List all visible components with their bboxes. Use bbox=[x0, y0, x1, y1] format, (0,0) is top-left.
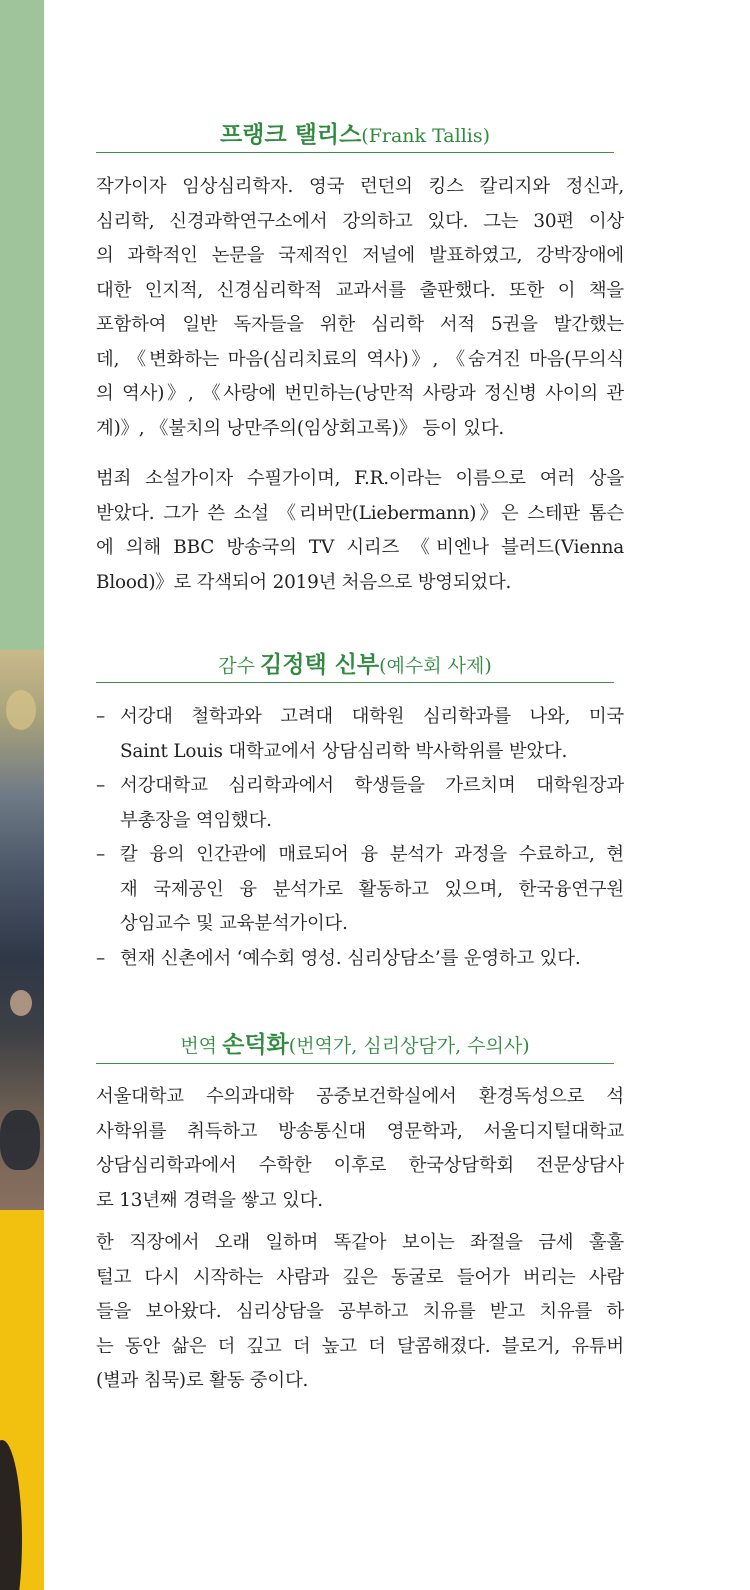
text-line: 데, 《변화하는 마음(심리치료의 역사)》, 《숨겨진 마음(무의식 bbox=[96, 348, 624, 370]
text-line: 대한 인지적, 신경심리학적 교과서를 출판했다. 또한 이 책을 bbox=[96, 279, 624, 301]
supervisor-affiliation: (예수회 사제) bbox=[379, 655, 492, 677]
text-line: 부총장을 역임했다. bbox=[120, 809, 272, 831]
text-line: 들을 보아왔다. 심리상담을 공부하고 치유를 받고 치유를 하 bbox=[96, 1301, 624, 1322]
translator-name: 손덕화 bbox=[222, 1031, 289, 1058]
text-line: 작가이자 임상심리학자. 영국 런던의 킹스 칼리지와 정신과, bbox=[96, 176, 624, 197]
cover-edge-strip bbox=[0, 0, 44, 1590]
translator-affiliation: (번역가, 심리상담가, 수의사) bbox=[288, 1035, 530, 1057]
supervisor-divider bbox=[96, 682, 614, 683]
translator-role: 번역 bbox=[180, 1035, 218, 1057]
cover-painting-band bbox=[0, 650, 44, 1210]
supervisor-heading bbox=[96, 646, 614, 679]
supervisor-role: 감수 bbox=[218, 655, 255, 677]
text-line: 의 과학적인 논문을 국제적인 저널에 발표하였고, 강박장애에 bbox=[96, 245, 624, 266]
translator-heading bbox=[96, 1026, 614, 1059]
text-line: Saint Louis 대학교에서 상담심리학 박사학위를 받았다. bbox=[120, 740, 568, 762]
dash-marker: – bbox=[96, 947, 105, 969]
list-item bbox=[96, 700, 624, 769]
author-divider bbox=[96, 152, 614, 153]
cover-green-band bbox=[0, 0, 44, 650]
cover-yellow-band bbox=[0, 1210, 44, 1590]
author-heading bbox=[96, 116, 614, 149]
list-item bbox=[96, 942, 624, 977]
text-line: 포함하여 일반 독자들을 위한 심리학 서적 5권을 발간했는 bbox=[96, 314, 624, 335]
supervisor-career-list bbox=[96, 700, 624, 976]
list-item bbox=[96, 838, 624, 942]
supervisor-name: 김정택 신부 bbox=[260, 651, 380, 678]
translator-divider bbox=[96, 1063, 614, 1064]
text-line: 에 의해 BBC 방송국의 TV 시리즈 《비엔나 블러드(Vienna bbox=[96, 537, 624, 558]
text-line: 심리학, 신경과학연구소에서 강의하고 있다. 그는 30편 이상 bbox=[96, 210, 624, 232]
text-line: 서울대학교 수의과대학 공중보건학실에서 환경독성으로 석 bbox=[96, 1086, 624, 1107]
text-line: 계)》, 《불치의 낭만주의(임상회고록)》 등이 있다. bbox=[96, 417, 504, 439]
text-line: 상임교수 및 교육분석가이다. bbox=[120, 913, 348, 934]
dash-marker: – bbox=[96, 844, 105, 865]
author-name: 프랭크 탤리스 bbox=[219, 121, 362, 148]
text-line: 상담심리학과에서 수학한 이후로 한국상담학회 전문상담사 bbox=[96, 1155, 624, 1176]
text-line: 받았다. 그가 쓴 소설 《리버만(Liebermann)》은 스테판 톰슨 bbox=[96, 502, 624, 524]
text-line: 로 13년째 경력을 쌓고 있다. bbox=[96, 1189, 323, 1211]
text-line: 는 동안 삶은 더 깊고 더 높고 더 달콤해졌다. 블로거, 유튜버 bbox=[96, 1335, 624, 1357]
author-name-en: (Frank Tallis) bbox=[361, 125, 491, 147]
text-line: 칼 융의 인간관에 매료되어 융 분석가 과정을 수료하고, 현 bbox=[120, 844, 624, 865]
text-line: 한 직장에서 오래 일하며 똑같아 보이는 좌절을 금세 훌훌 bbox=[96, 1232, 624, 1253]
text-line: 털고 다시 시작하는 사람과 깊은 동굴로 들어가 버리는 사람 bbox=[96, 1266, 624, 1288]
author-bio-paragraph-1 bbox=[96, 170, 624, 446]
text-line: 의 역사)》, 《사랑에 번민하는(낭만적 사랑과 정신병 사이의 관 bbox=[96, 383, 624, 404]
text-line: 재 국제공인 융 분석가로 활동하고 있으며, 한국융연구원 bbox=[120, 878, 624, 900]
text-line: Blood)》로 각색되어 2019년 처음으로 방영되었다. bbox=[96, 571, 512, 593]
translator-bio-paragraph-2 bbox=[96, 1226, 624, 1399]
text-line: 서강대 철학과와 고려대 대학원 심리학과를 나와, 미국 bbox=[120, 706, 624, 727]
text-line: (별과 침묵)로 활동 중이다. bbox=[96, 1370, 309, 1391]
dash-marker: – bbox=[96, 706, 105, 727]
text-line: 서강대학교 심리학과에서 학생들을 가르치며 대학원장과 bbox=[120, 775, 624, 796]
text-line: 현재 신촌에서 ‘예수회 영성. 심리상담소’를 운영하고 있다. bbox=[120, 947, 581, 969]
text-line: 사학위를 취득하고 방송통신대 영문학과, 서울디지털대학교 bbox=[96, 1120, 624, 1142]
dash-marker: – bbox=[96, 775, 105, 796]
list-item bbox=[96, 769, 624, 838]
translator-bio-paragraph-1 bbox=[96, 1080, 624, 1218]
author-bio-paragraph-2 bbox=[96, 462, 624, 600]
text-line: 범죄 소설가이자 수필가이며, F.R.이라는 이름으로 여러 상을 bbox=[96, 468, 624, 489]
